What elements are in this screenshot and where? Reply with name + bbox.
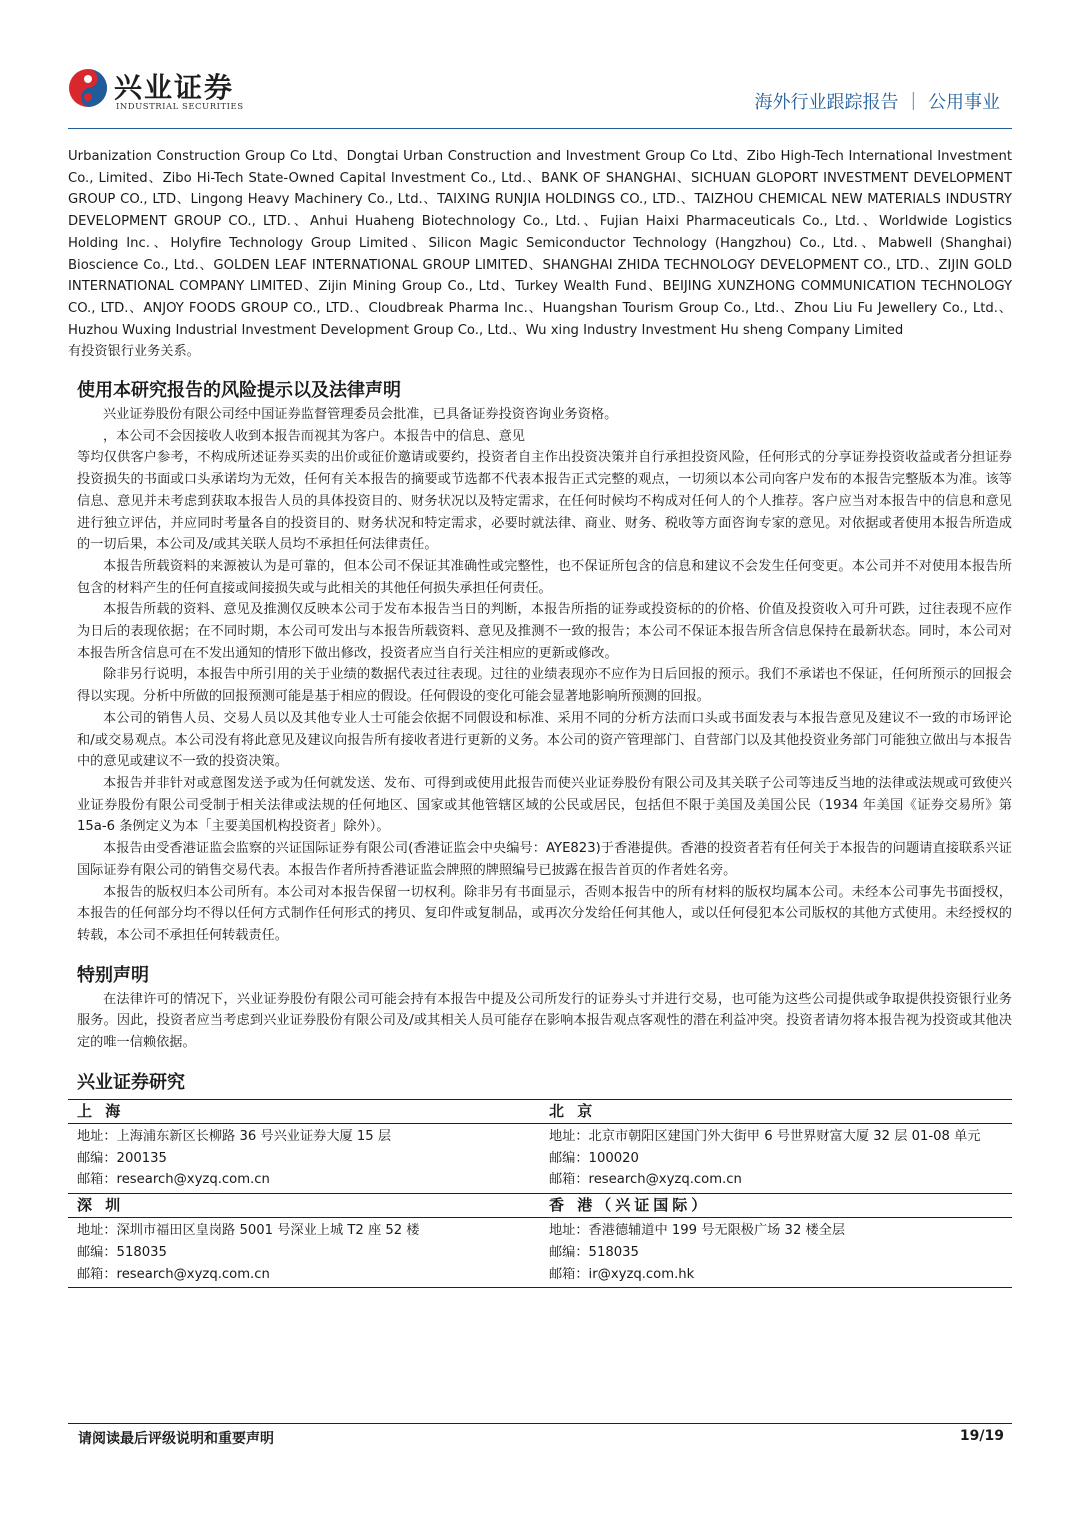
office-details-shanghai [68,1124,540,1193]
office-address: 地址：深圳市福田区皇岗路 5001 号深业上城 T2 座 52 楼 [77,1223,420,1239]
risk-paragraph-1: 兴业证券股份有限公司经中国证券监督管理委员会批准，已具备证券投资咨询业务资格。 [103,407,618,423]
report-type: 海外行业跟踪报告 ｜ 公用事业 [754,92,1000,113]
risk-paragraph-2b: 等均仅供客户参考，不构成所述证券买卖的出价或征价邀请或要约，投资者自主作出投资决策并自行承担投资风险，任何形式的分享证券投资收益或者分担证券投资损失的书面或口头承诺均为无效，任何有关本报告的摘要或节选都不代表本报告正式完整的观点，一切须以本公司向客户发布的本报告完整版本为准。该等信息、意见并未考虑到获取本报告人员的具体投资目的、财务状况以及特定需求，在任何时候均不构成对任何人的个人推荐。客户应当对本报告中的信息和意见进行独立评估，并应同时考量各自的投资目的、财务状况和特定需求，必要时就法律、商业、财务、税收等方面咨询专家的意见。对依据或者使用本报告所造成的一切后果，本公司及/或其关联人员均不承担任何法律责任。 [77,450,1012,553]
risk-paragraph-7: 本报告并非针对或意图发送予或为任何就发送、发布、可得到或使用此报告而使兴业证券股份有限公司及其关联子公司等违反当地的法律或法规或可致使兴业证券股份有限公司受制于相关法律或法规的任何地区、国家或其他管辖区域的公民或居民，包括但不限于美国及美国公民（1934 年美国《证券交易所》第 15a-6 条例定义为本「主要美国机构投资者」除外）。 [77,775,1012,835]
office-address: 地址：北京市朝阳区建国门外大街甲 6 号世界财富大厦 32 层 01-08 单元 [549,1129,981,1144]
page-number: 19/19 [959,1428,1004,1444]
office-details-hongkong [540,1218,1012,1287]
related-companies-tail: 有投资银行业务关系。 [68,344,200,360]
related-companies-list: Urbanization Construction Group Co Ltd、Dongtai Urban Construction and Investment Group Co Ltd、Zibo High-Tech International Investment Co., Limited、Zibo Hi-Tech State-Owned Capital Investment Co., Ltd.、BANK OF SHANGHAI、SICHUAN GLOPORT INVESTMENT DEVELOPMENT GROUP CO., LTD、Lingong Heavy Machinery Co., Ltd.、TAIXING RUNJIA HOLDINGS CO., LTD.、TAIZHOU CHEMICAL NEW MATERIALS INDUSTRY DEVELOPMENT GROUP CO., LTD.、Anhui Huaheng Biotechnology Co., Ltd.、Fujian Haixi Pharmaceuticals Co., Ltd.、Worldwide Logistics Holding Inc.、Holyfire Technology Group Limited、Silicon Magic Semiconductor Technology (Hangzhou) Co., Ltd.、Mabwell (Shanghai) Bioscience Co., Ltd.、GOLDEN LEAF INTERNATIONAL GROUP LIMITED、SHANGHAI ZHIDA TECHNOLOGY DEVELOPMENT CO., LTD.、ZIJIN GOLD INTERNATIONAL COMPANY LIMITED、Zijin Mining Group Co., Ltd、Turkey Wealth Fund、BEIJING XUNZHONG COMMUNICATION TECHNOLOGY CO., LTD.、ANJOY FOODS GROUP CO., LTD.、Cloudbreak Pharma Inc.、Huangshan Tourism Group Co., Ltd.、Zhou Liu Fu Jewellery Co., Ltd.、Huzhou Wuxing Industrial Investment Development Group Co., Ltd.、Wu xing Industry Investment Hu sheng Company Limited [68,149,1012,338]
page-header [68,60,1012,130]
main-content [68,146,1012,1096]
logo-mark-icon [68,68,108,108]
office-email[interactable]: 邮箱：research@xyzq.com.cn [77,1172,270,1188]
office-details-shenzhen [68,1218,540,1287]
office-postcode: 邮编：200135 [77,1150,167,1166]
office-city-row [68,1099,1012,1123]
office-city-row [68,1193,1012,1217]
related-companies-paragraph [68,146,1012,363]
special-paragraph-1: 在法律许可的情况下，兴业证券股份有限公司可能会持有本报告中提及公司所发行的证券头寸并进行交易，也可能为这些公司提供或争取提供投资银行业务服务。因此，投资者应当考虑到兴业证券股份有限公司及/或其相关人员可能存在影响本报告观点客观性的潜在利益冲突。投资者请勿将本报告视为投资或其他决定的唯一信赖依据。 [77,991,1012,1051]
office-email[interactable]: 邮箱：ir@xyzq.com.hk [549,1266,695,1282]
risk-paragraph-8: 本报告由受香港证监会监察的兴证国际证券有限公司(香港证监会中央编号：AYE823)于香港提供。香港的投资者若有任何关于本报告的问题请直接联系兴证国际证券有限公司的销售交易代表。本报告作者所持香港证监会牌照的牌照编号已披露在报告首页的作者姓名旁。 [77,841,1012,878]
risk-paragraph-5: 除非另行说明，本报告中所引用的关于业绩的数据代表过往表现。过往的业绩表现亦不应作为日后回报的预示。我们不承诺也不保证，任何所预示的回报会得以实现。分析中所做的回报预测可能是基于相应的假设。任何假设的变化可能会显著地影响所预测的回报。 [77,667,1012,705]
risk-paragraph-9: 本报告的版权归本公司所有。本公司对本报告保留一切权利。除非另有书面显示，否则本报告中的所有材料的版权均属本公司。未经本公司事先书面授权，本报告的任何部分均不得以任何方式制作任何形式的拷贝、复印件或复制品，或再次分发给任何其他人，或以任何侵犯本公司版权的其他方式使用。未经授权的转载，本公司不承担任何转载责任。 [77,884,1012,943]
risk-paragraph-2a: ，本公司不会因接收人收到本报告而视其为客户。本报告中的信息、意见 [103,428,525,444]
risk-paragraph-3: 本报告所载资料的来源被认为是可靠的，但本公司不保证其准确性或完整性，也不保证所包含的信息和建议不会发生任何变更。本公司并不对使用本报告所包含的材料产生的任何直接或间接损失或与此相关的其他任何损失承担任何责任。 [77,558,1012,596]
risk-paragraph-6: 本公司的销售人员、交易人员以及其他专业人士可能会依据不同假设和标准、采用不同的分析方法而口头或书面发表与本报告意见及建议不一致的市场评论和/或交易观点。本公司没有将此意见及建议向报告所有接收者进行更新的义务。本公司的资产管理部门、自营部门以及其他投资业务部门可能独立做出与本报告中的意见或建议不一致的投资决策。 [77,710,1012,770]
header-divider [68,128,1012,129]
office-city-beijing: 北 京 [549,1102,597,1120]
logo-text-en: INDUSTRIAL SECURITIES [116,102,244,112]
office-address: 地址：上海浦东新区长柳路 36 号兴业证券大厦 15 层 [77,1129,392,1144]
office-postcode: 邮编：518035 [549,1244,639,1260]
company-logo [68,64,268,120]
footer-divider [68,1423,1012,1424]
research-section-title: 兴业证券研究 [77,1071,185,1093]
office-details-beijing [540,1124,1012,1193]
office-postcode: 邮编：100020 [549,1150,639,1166]
office-city-hongkong: 香 港（兴证国际） [549,1196,711,1215]
risk-paragraph-4: 本报告所载的资料、意见及推测仅反映本公司于发布本报告当日的判断，本报告所指的证券或投资标的的价格、价值及投资收入可升可跌，过往表现不应作为日后的表现依据；在不同时期，本公司可发出与本报告所载资料、意见及推测不一致的报告；本公司不保证本报告所含信息保持在最新状态。同时，本公司对本报告所含信息可在不发出通知的情形下做出修改，投资者应当自行关注相应的更新或修改。 [77,602,1012,661]
office-contacts-table [68,1099,1012,1288]
office-address-row [68,1217,1012,1288]
footer-notice: 请阅读最后评级说明和重要声明 [78,1431,274,1447]
office-postcode: 邮编：518035 [77,1244,167,1260]
office-address: 地址：香港德辅道中 199 号无限极广场 32 楼全层 [549,1223,846,1239]
logo-text-cn: 兴业证券 [114,71,235,104]
office-email[interactable]: 邮箱：research@xyzq.com.cn [77,1266,270,1282]
office-city-shanghai: 上 海 [77,1102,125,1120]
office-address-row [68,1123,1012,1193]
office-email[interactable]: 邮箱：research@xyzq.com.cn [549,1172,742,1188]
special-section-title: 特别声明 [77,964,149,986]
office-city-shenzhen: 深 圳 [77,1196,125,1215]
risk-section-title: 使用本研究报告的风险提示以及法律声明 [77,380,401,402]
